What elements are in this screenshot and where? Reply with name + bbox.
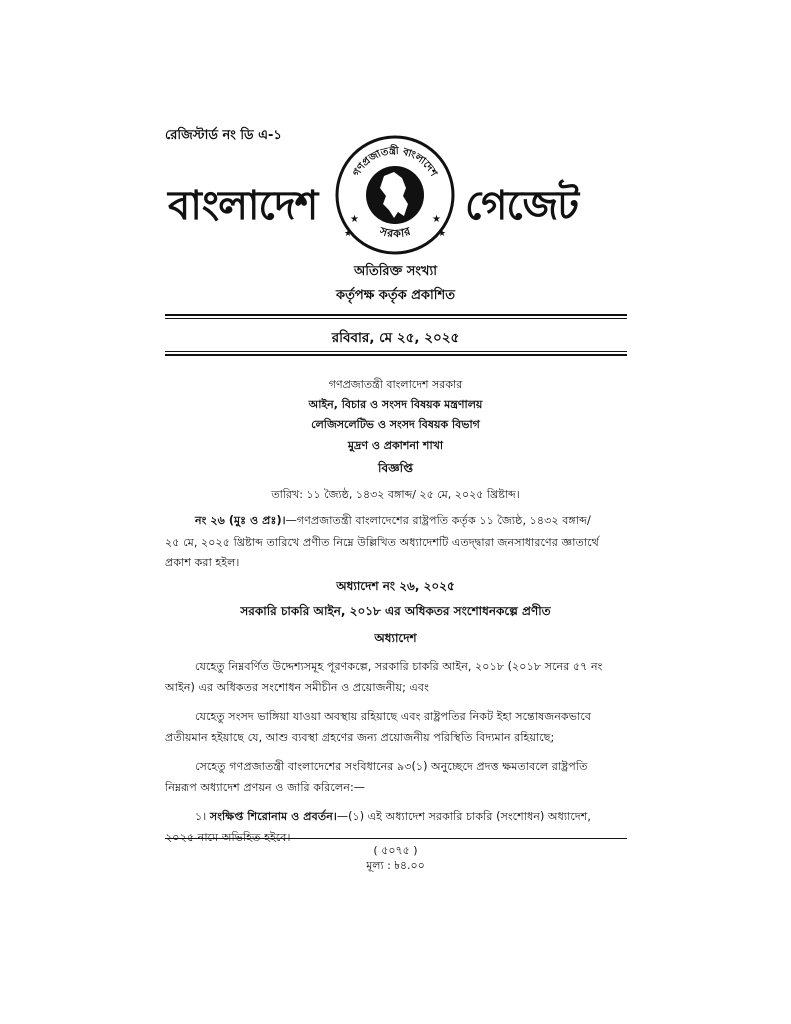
section-1-number: ১। bbox=[195, 810, 207, 823]
svg-text:সরকার bbox=[377, 224, 413, 240]
preamble-paragraph-2: যেহেতু সংসদ ভাঙ্গিয়া যাওয়া অবস্থায় রহিয়াছে এবং রাষ্ট্রপতির নিকট ইহা সন্তোষজনকভাবে bbox=[195, 710, 592, 723]
seal-bottom-text: সরকার bbox=[378, 224, 413, 241]
notice-paragraph-line2: ২৫ মে, ২০২৫ খ্রিষ্টাব্দ তারিখে প্রণীত নিম্নে উল্লিখিত অধ্যাদেশটি এতদ্দ্বারা জনসাধারণের জ্ঞাতার্থে bbox=[165, 536, 599, 549]
notice-reference: নং ২৬ (মুঃ ও প্রঃ)। bbox=[195, 514, 286, 527]
ordinance-heading: অধ্যাদেশ bbox=[374, 631, 417, 645]
mid-rule bbox=[165, 354, 627, 356]
published-by-label: কর্তৃপক্ষ কর্তৃক প্রকাশিত bbox=[336, 288, 455, 303]
notice-date: তারিখ: ১১ জ্যৈষ্ঠ, ১৪৩২ বঙ্গাব্দ/ ২৫ মে, ২০২৫ খ্রিষ্টাব্দ। bbox=[271, 488, 520, 501]
ordinance-number: অধ্যাদেশ নং ২৬, ২০২৫ bbox=[336, 579, 455, 593]
top-rule-thin bbox=[165, 318, 627, 319]
section-1-line2: ২০২৫ নামে অভিহিত হইবে। bbox=[165, 831, 291, 844]
masthead-bangladesh: বাংলাদেশ bbox=[168, 183, 318, 229]
mid-rule-thin bbox=[165, 351, 627, 352]
section-1-text: —(১) এই অধ্যাদেশ সরকারি চাকরি (সংশোধন) অধ্যাদেশ, bbox=[336, 810, 591, 823]
svg-text:★: ★ bbox=[350, 214, 359, 225]
svg-text:★: ★ bbox=[438, 229, 447, 239]
masthead-gazette: গেজেট bbox=[465, 183, 579, 229]
registered-number: রেজিস্টার্ড নং ডি এ-১ bbox=[165, 128, 282, 143]
notice-paragraph-line3: প্রকাশ করা হইল। bbox=[165, 556, 240, 569]
preamble-paragraph-2-line2: প্রতীয়মান হইয়াছে যে, আশু ব্যবস্থা গ্রহণের জন্য প্রয়োজনীয় পরিস্থিতি বিদ্যমান রহিয়াছে; bbox=[165, 731, 555, 744]
section-1 bbox=[165, 806, 627, 828]
government-name: গণপ্রজাতন্ত্রী বাংলাদেশ সরকার bbox=[328, 378, 463, 391]
issue-date: রবিবার, মে ২৫, ২০২৫ bbox=[331, 330, 460, 346]
bottom-rule bbox=[165, 838, 627, 839]
svg-text:★: ★ bbox=[432, 214, 441, 225]
ministry-name: আইন, বিচার ও সংসদ বিষয়ক মন্ত্রণালয় bbox=[308, 398, 483, 411]
ordinance-purpose: সরকারি চাকরি আইন, ২০১৮ এর অধিকতর সংশোধনকল্পে প্রণীত bbox=[240, 604, 551, 618]
preamble-paragraph-1-line2: আইন) এর অধিকতর সংশোধন সমীচীন ও প্রয়োজনীয়; এবং bbox=[165, 681, 429, 694]
price-label: মূল্য : ৳৪.০০ bbox=[366, 859, 425, 872]
top-rule bbox=[165, 314, 627, 316]
bangladesh-map-seal-icon bbox=[332, 132, 458, 258]
extra-issue-label: অতিরিক্ত সংখ্যা bbox=[353, 264, 438, 279]
page-number: ( ৫০৭৫ ) bbox=[373, 844, 418, 857]
preamble-paragraph-3-line2: নিম্নরূপ অধ্যাদেশ প্রণয়ন ও জারি করিলেন:— bbox=[165, 781, 365, 794]
division-name: লেজিসলেটিভ ও সংসদ বিষয়ক বিভাগ bbox=[311, 418, 480, 431]
svg-text:★: ★ bbox=[344, 229, 353, 239]
branch-name: মুদ্রণ ও প্রকাশনা শাখা bbox=[347, 439, 444, 452]
section-1-title: সংক্ষিপ্ত শিরোনাম ও প্রবর্তন। bbox=[209, 810, 337, 823]
notice-heading: বিজ্ঞপ্তি bbox=[378, 461, 413, 475]
preamble-paragraph-3: সেহেতু গণপ্রজাতন্ত্রী বাংলাদেশের সংবিধানের ৯৩(১) অনুচ্ছেদে প্রদত্ত ক্ষমতাবলে রাষ্ট্রপতি bbox=[195, 760, 588, 773]
notice-paragraph: নং ২৬ (মুঃ ও প্রঃ)।—গণপ্রজাতন্ত্রী বাংলাদেশের রাষ্ট্রপতি কর্তৃক ১১ জ্যৈষ্ঠ, ১৪৩২ বঙ্গাব্দ/ bbox=[195, 514, 591, 527]
seal-top-text: গণপ্রজাতন্ত্রী বাংলাদেশ bbox=[351, 145, 439, 179]
preamble-paragraph-1: যেহেতু নিম্নবর্ণিত উদ্দেশ্যসমূহ পূরণকল্পে, সরকারি চাকরি আইন, ২০১৮ (২০১৮ সনের ৫৭ নং bbox=[195, 660, 603, 673]
